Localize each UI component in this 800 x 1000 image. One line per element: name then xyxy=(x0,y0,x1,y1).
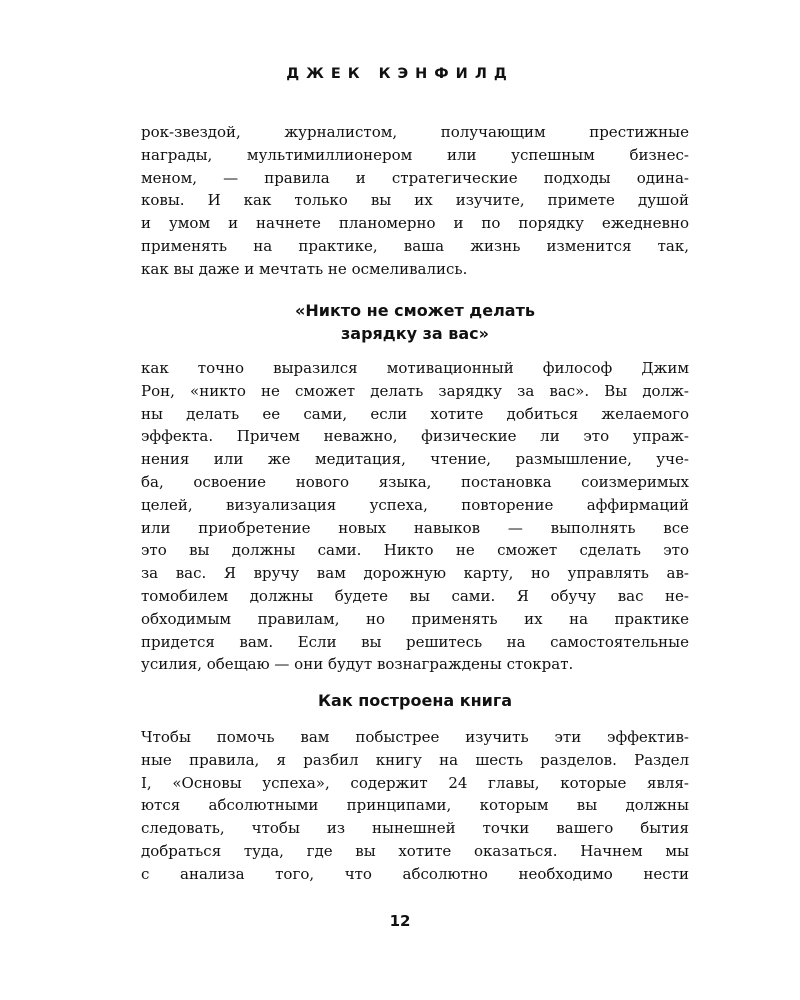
text-line: целей, визуализация успеха, повторение аффирмаций xyxy=(141,495,689,514)
text-line: ные правила, я разбил книгу на шесть разделов. Раздел xyxy=(141,750,689,769)
text-line: это вы должны сами. Никто не сможет сделать это xyxy=(141,541,689,560)
text-line: ны делать ее сами, если хотите добиться желаемого xyxy=(141,404,689,423)
paragraph-book-structure xyxy=(141,726,689,886)
text-line: за вас. Я вручу вам дорожную карту, но управлять ав- xyxy=(141,564,689,583)
text-line: эффекта. Причем неважно, физические ли это упраж- xyxy=(141,427,689,446)
text-line: и умом и начнете планомерно и по порядку ежедневно xyxy=(141,214,689,233)
text-line: рок-звездой, журналистом, получающим престижные xyxy=(141,123,689,141)
text-line: меном, — правила и стратегические подходы одина- xyxy=(141,168,689,187)
section-heading-book-structure: Как построена книга xyxy=(317,691,513,710)
text-line: как вы даже и мечтать не осмеливались. xyxy=(141,259,468,278)
text-line: усилия, обещаю — они будут вознаграждены стократ. xyxy=(141,655,574,674)
running-head-author: ДЖЕК КЭНФИЛД xyxy=(286,66,514,82)
text-line: Чтобы помочь вам побыстрее изучить эти эффектив- xyxy=(141,728,689,746)
text-line: награды, мультимиллионером или успешным бизнес- xyxy=(141,145,689,164)
text-line: Рон, «никто не сможет делать зарядку за вас». Вы долж- xyxy=(141,381,689,400)
text-line: следовать, чтобы из нынешней точки вашего бытия xyxy=(141,819,689,838)
text-line: I, «Основы успеха», содержит 24 главы, которые явля- xyxy=(141,773,689,792)
text-line: обходимым правилам, но применять их на практике xyxy=(141,609,689,628)
paragraph-jim-rohn-quote xyxy=(141,357,689,676)
text-line: как точно выразился мотивационный философ Джим xyxy=(141,359,689,377)
text-line: ются абсолютными принципами, которым вы должны xyxy=(141,796,689,815)
text-line: ковы. И как только вы их изучите, примете душой xyxy=(141,191,689,210)
text-line: придется вам. Если вы решитесь на самостоятельные xyxy=(141,632,689,651)
page-number: 12 xyxy=(389,912,411,930)
text-line: нения или же медитация, чтение, размышление, уче- xyxy=(141,450,689,469)
text-line: применять на практике, ваша жизнь изменится так, xyxy=(141,236,689,255)
text-line: ба, освоение нового языка, постановка соизмеримых xyxy=(141,472,689,491)
section-heading-nobody-can-exercise xyxy=(141,299,689,345)
text-line: с анализа того, что абсолютно необходимо нести xyxy=(141,864,689,883)
text-line: добраться туда, где вы хотите оказаться. Начнем мы xyxy=(141,841,689,860)
paragraph-intro-continuation xyxy=(141,121,689,281)
heading-line: «Никто не сможет делать xyxy=(295,301,535,320)
text-line: томобилем должны будете вы сами. Я обучу вас не- xyxy=(141,586,689,605)
text-line: или приобретение новых навыков — выполнять все xyxy=(141,518,689,537)
heading-line: зарядку за вас» xyxy=(340,324,489,343)
